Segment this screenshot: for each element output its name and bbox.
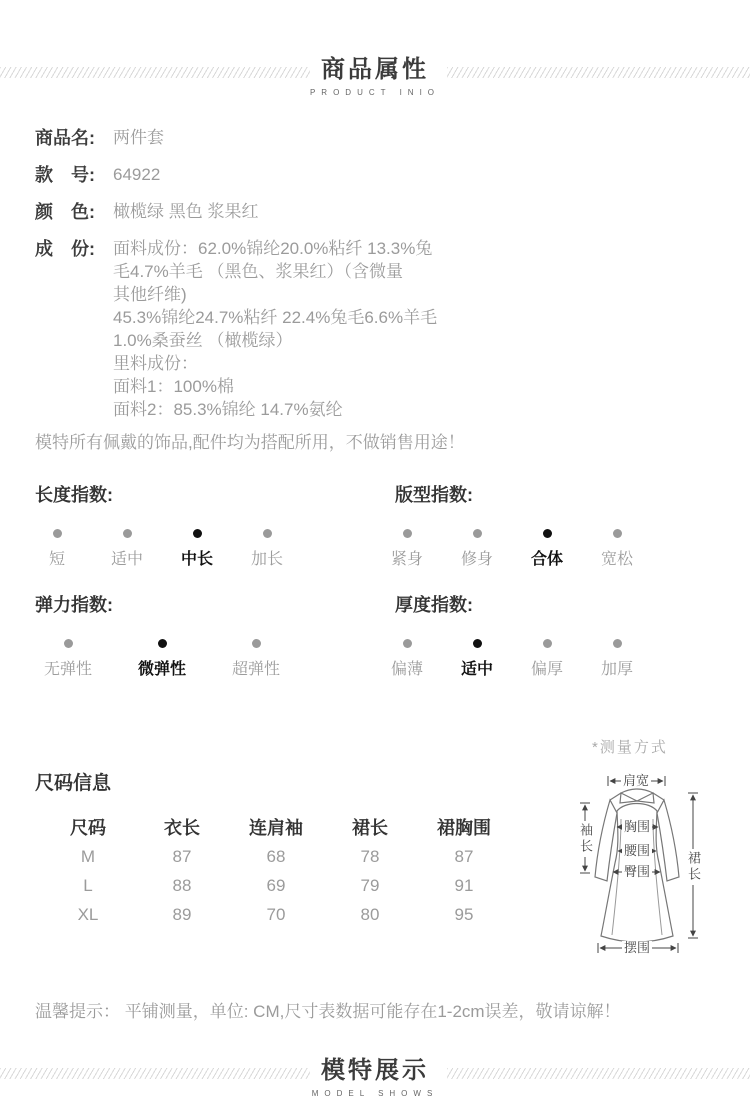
option-dot	[613, 639, 622, 648]
composition-line: 1.0%桑蚕丝 （橄榄绿）	[113, 331, 293, 350]
option-label: 超弹性	[231, 661, 280, 678]
option-label: 修身	[460, 551, 493, 568]
label-hip: 臀围	[623, 864, 651, 879]
field-label: 颜 色:	[35, 202, 95, 222]
measurement-tip: 温馨提示： 平铺测量，单位: CM,尺寸表数据可能存在1-2cm误差，敬请谅解！	[35, 1002, 621, 1021]
size-table-row	[41, 871, 511, 900]
composition-line: 面料2：85.3%锦纶 14.7%氨纶	[113, 400, 343, 419]
index-option	[372, 529, 442, 569]
index-option	[22, 529, 92, 569]
index-option	[442, 639, 512, 679]
size-table-cell: 95	[454, 904, 474, 924]
option-label: 宽松	[600, 551, 633, 568]
label-waist: 腰围	[623, 843, 651, 858]
index-option	[21, 639, 115, 679]
index-options-row	[22, 529, 395, 569]
label-sleeve-length: 袖长	[578, 823, 593, 855]
product-info-row	[35, 126, 535, 150]
size-table-cell: M	[80, 846, 96, 866]
index-option	[232, 529, 302, 569]
field-value: 橄榄绿 黑色 浆果红	[113, 202, 259, 221]
decorative-stripe-right	[447, 67, 750, 78]
option-dot	[252, 639, 261, 648]
index-group-length	[35, 483, 395, 569]
option-label: 微弹性	[137, 661, 186, 678]
size-table-header-cell: 连肩袖	[249, 818, 303, 838]
label-hem: 摆围	[623, 940, 651, 955]
size-table	[41, 812, 511, 929]
index-option	[92, 529, 162, 569]
index-section	[35, 483, 715, 679]
size-table-cell: 68	[266, 846, 286, 866]
option-label: 偏厚	[530, 661, 563, 678]
size-table-row	[41, 900, 511, 929]
product-info-row	[35, 163, 535, 187]
index-option	[582, 529, 652, 569]
size-table-header-cell: 尺码	[70, 818, 106, 838]
size-table-header-cell: 裙胸围	[437, 818, 491, 838]
option-dot	[158, 639, 167, 648]
footer-header	[0, 1056, 750, 1099]
page-title: 商品属性	[321, 56, 429, 83]
page-header	[0, 55, 750, 98]
option-label: 加长	[250, 551, 283, 568]
index-group-title: 弹力指数:	[35, 595, 113, 615]
option-dot	[53, 529, 62, 538]
option-dot	[613, 529, 622, 538]
size-table-cell: 80	[360, 904, 380, 924]
option-dot	[403, 529, 412, 538]
option-dot	[123, 529, 132, 538]
option-dot	[543, 529, 552, 538]
footer-subtitle-en: MODEL SHOWS	[311, 1089, 439, 1098]
option-label: 偏薄	[390, 661, 423, 678]
composition-line: 毛4.7%羊毛 （黑色、浆果红）（含微量	[113, 262, 403, 281]
size-table-cell: 87	[454, 846, 474, 866]
option-label: 适中	[460, 661, 493, 678]
composition-line: 面料1：100%棉	[113, 377, 234, 396]
index-options-row	[21, 639, 395, 679]
product-info-section	[35, 126, 535, 434]
size-table-cell: 78	[360, 846, 380, 866]
option-dot	[64, 639, 73, 648]
size-table-cell: 70	[266, 904, 286, 924]
field-value: 两件套	[113, 128, 164, 147]
field-label-composition: 成 份:	[35, 239, 95, 259]
option-dot	[543, 639, 552, 648]
index-option	[162, 529, 232, 569]
option-dot	[473, 529, 482, 538]
field-value: 64922	[113, 165, 161, 184]
index-group-fit	[390, 483, 715, 569]
index-option	[582, 639, 652, 679]
label-skirt-length: 裙长	[686, 851, 701, 883]
option-label: 短	[48, 551, 65, 568]
size-table-body	[41, 842, 511, 929]
option-label: 合体	[530, 551, 563, 568]
size-info-title: 尺码信息	[35, 773, 112, 794]
index-option	[115, 639, 209, 679]
option-label: 加厚	[600, 661, 633, 678]
index-group-title: 厚度指数:	[395, 595, 473, 615]
size-table-cell: 69	[266, 875, 286, 895]
label-shoulder-width: 肩宽	[622, 773, 650, 788]
index-option	[372, 639, 442, 679]
size-table-row	[41, 842, 511, 871]
size-table-header-cell: 裙长	[352, 818, 388, 838]
size-table-header-row	[41, 812, 511, 842]
size-table-header-cell: 衣长	[164, 818, 200, 838]
field-label: 商品名:	[35, 128, 95, 148]
decorative-stripe-left	[0, 67, 310, 78]
size-table-cell: 79	[360, 875, 380, 895]
option-dot	[403, 639, 412, 648]
composition-line: 其他纤维)	[113, 285, 187, 304]
composition-block	[113, 237, 437, 421]
index-group-title: 版型指数:	[395, 485, 473, 505]
field-label: 款 号:	[35, 165, 95, 185]
label-bust: 胸围	[623, 819, 651, 834]
product-info-rows	[35, 126, 535, 224]
size-table-cell: L	[83, 875, 93, 895]
composition-line: 里料成份：	[113, 354, 198, 373]
index-options-row	[372, 529, 715, 569]
option-label: 紧身	[390, 551, 423, 568]
index-option	[512, 529, 582, 569]
index-group-thickness	[390, 593, 715, 679]
composition-line: 45.3%锦纶24.7%粘纤 22.4%兔毛6.6%羊毛	[113, 308, 438, 327]
index-options-row	[372, 639, 715, 679]
decorative-stripe-right	[447, 1068, 750, 1079]
size-table-cell: XL	[77, 904, 99, 924]
index-option	[512, 639, 582, 679]
index-option	[209, 639, 303, 679]
option-dot	[193, 529, 202, 538]
option-dot	[263, 529, 272, 538]
option-label: 无弹性	[43, 661, 92, 678]
product-info-row	[35, 200, 535, 224]
option-label: 适中	[110, 551, 143, 568]
index-group-title: 长度指数:	[35, 485, 113, 505]
accessories-note: 模特所有佩戴的饰品,配件均为搭配所用，不做销售用途！	[35, 433, 465, 452]
option-dot	[473, 639, 482, 648]
measurement-diagram	[565, 735, 715, 975]
composition-row	[35, 237, 535, 421]
size-table-cell: 87	[172, 846, 192, 866]
option-label: 中长	[180, 551, 213, 568]
footer-title: 模特展示	[321, 1057, 429, 1084]
index-group-elasticity	[35, 593, 395, 679]
index-option	[442, 529, 512, 569]
size-table-cell: 89	[172, 904, 192, 924]
size-table-cell: 91	[454, 875, 474, 895]
measure-method-note: *测量方式	[592, 739, 668, 756]
composition-line: 面料成份：62.0%锦纶20.0%粘纤 13.3%兔	[113, 239, 433, 258]
page-subtitle-en: PRODUCT INIO	[309, 88, 441, 97]
decorative-stripe-left	[0, 1068, 310, 1079]
size-table-cell: 88	[172, 875, 192, 895]
